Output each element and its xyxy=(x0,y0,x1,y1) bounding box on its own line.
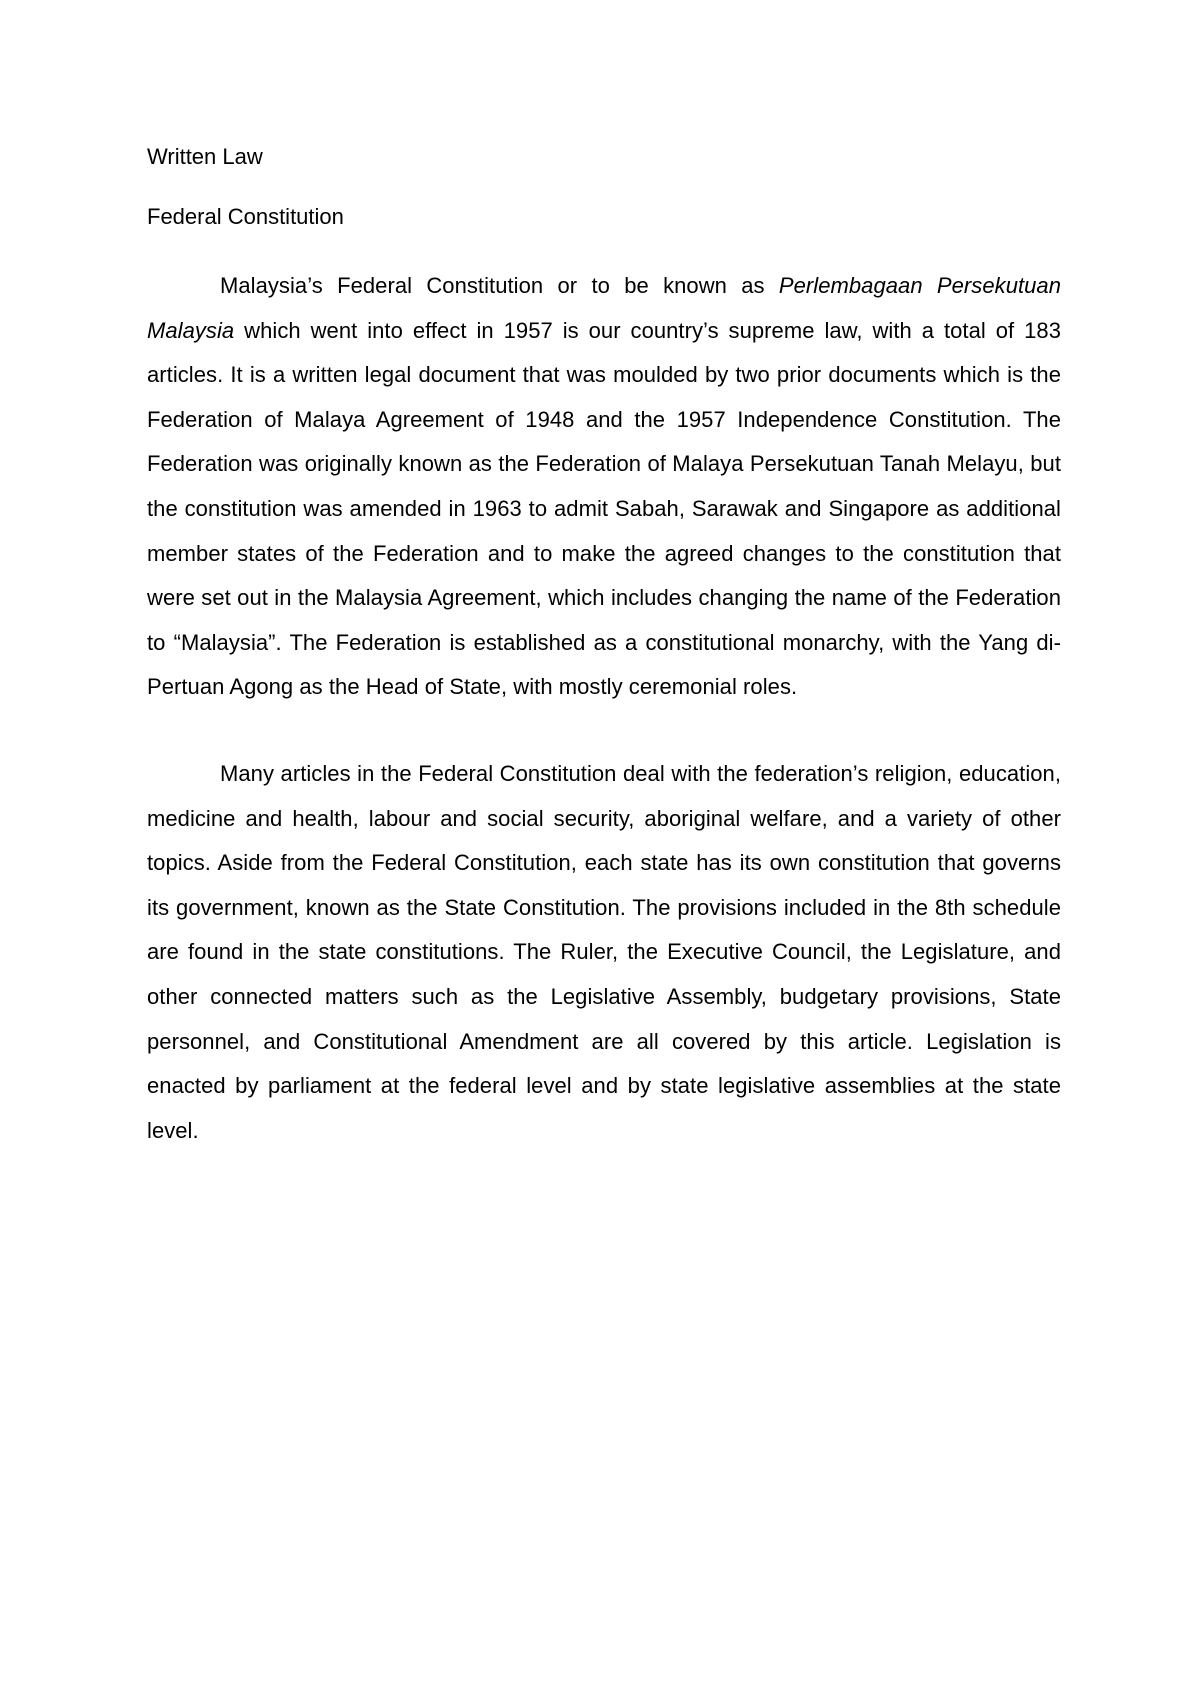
document-title: Written Law xyxy=(147,144,263,169)
section-heading: Federal Constitution xyxy=(147,204,344,229)
paragraph-1-lead: Malaysia’s Federal Constitution or to be known as xyxy=(220,273,779,298)
paragraph-2: Many articles in the Federal Constitution deal with the federation’s religion, education, medicine and health, labour and social security, aboriginal welfare, and a variety of other topics. Aside from the Federal Constitution, each state has its own constitution that governs its government, known as the State Constitution. The provisions included in the 8th schedule are found in the state constitutions. The Ruler, the Executive Council, the Legislature, and other connected matters such as the Legislative Assembly, budgetary provisions, State personnel, and Constitutional Amendment are all covered by this article. Legislation is enacted by parliament at the federal level and by state legislative assemblies at the state level. xyxy=(147,760,1061,1143)
paragraph-1-rest: which went into effect in 1957 is our country’s supreme law, with a total of 183 articles. It is a written legal document that was moulded by two prior documents which is the Federation of Malaya Agreement of 1948 and the 1957 Independence Constitution. The Federation was originally known as the Federation of Malaya Persekutuan Tanah Melayu, but the constitution was amended in 1963 to admit Sabah, Sarawak and Singapore as additional member states of the Federation and to make the agreed changes to the constitution that were set out in the Malaysia Agreement, which includes changing the name of the Federation to “Malaysia”. The Federation is established as a constitutional monarchy, with the Yang di-Pertuan Agong as the Head of State, with mostly ceremonial roles. xyxy=(147,317,1061,700)
document-body xyxy=(147,142,1061,1153)
paragraph-1-italic-term: Perlembagaan Persekutuan Malaysia xyxy=(147,273,1061,343)
paragraph-1 xyxy=(147,264,1061,710)
